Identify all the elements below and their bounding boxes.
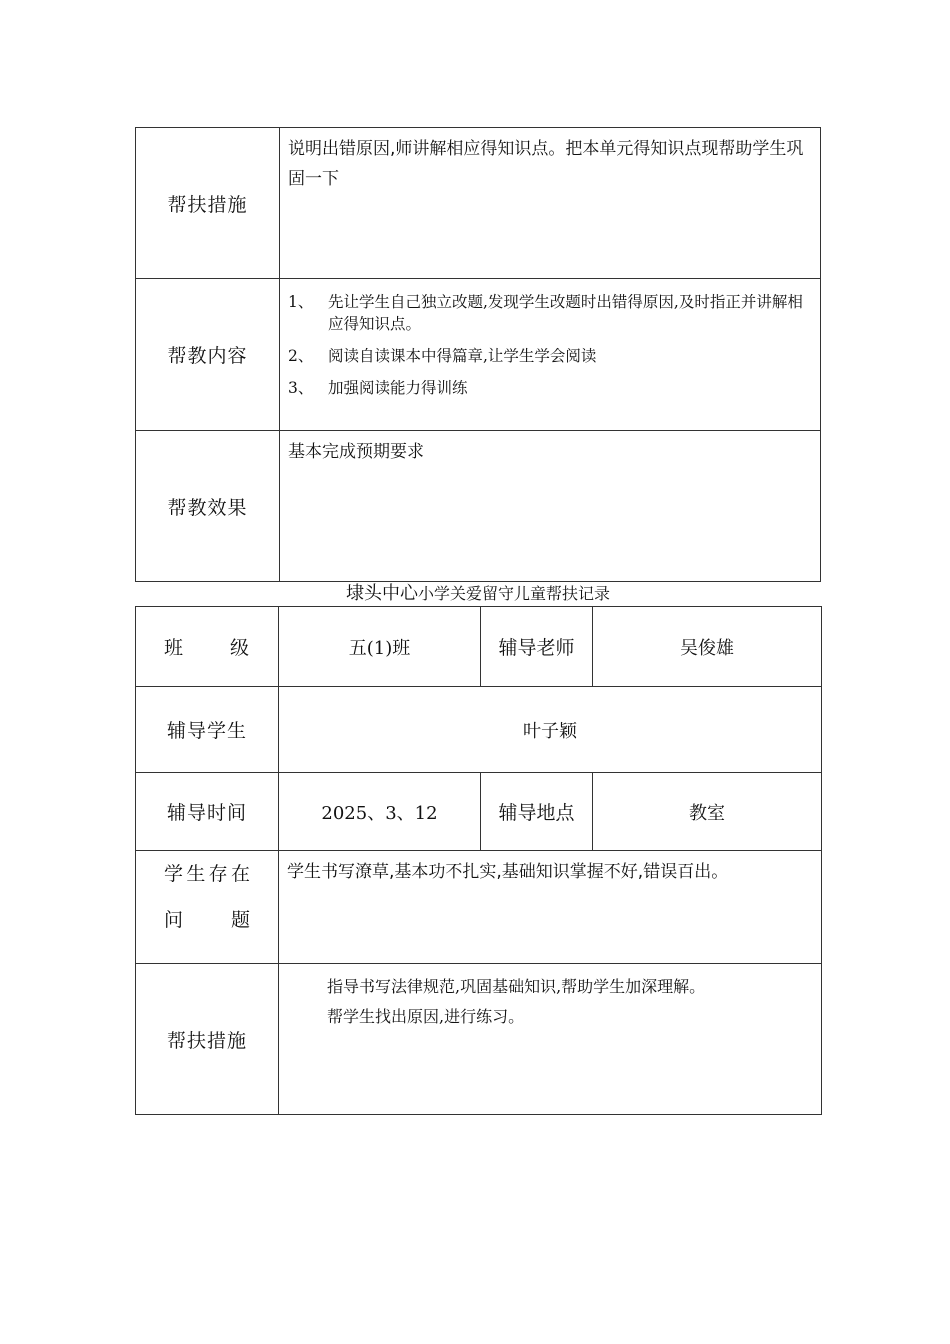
problem-label-line2: 问 题: [164, 909, 250, 931]
student-value: 叶子颖: [279, 687, 822, 773]
support-record-table-continued: [135, 127, 821, 582]
table-row: [136, 964, 822, 1115]
list-item-number: 2、: [288, 347, 314, 365]
record-title: [135, 582, 821, 606]
measures-content: 说明出错原因,师讲解相应得知识点。把本单元得知识点现帮助学生巩固一下: [280, 128, 821, 279]
class-value: 五(1)班: [279, 607, 481, 687]
table-row: [136, 687, 822, 773]
record-title-rest: 小学关爱留守儿童帮扶记录: [417, 584, 610, 603]
table-row: [136, 128, 821, 279]
table-row: [136, 851, 822, 964]
support-record-table: [135, 606, 822, 1115]
row-label-teaching-content: 帮教内容: [136, 279, 280, 431]
teaching-content-list: [280, 279, 821, 431]
row-label-effect: 帮教效果: [136, 431, 280, 582]
student-label: 辅导学生: [136, 687, 279, 773]
place-value: 教室: [593, 773, 822, 851]
table-row: [136, 279, 821, 431]
list-item: [288, 291, 812, 335]
measure-label: 帮扶措施: [136, 964, 279, 1115]
measure-content: [279, 964, 822, 1115]
list-item-text: 阅读自读课本中得篇章,让学生学会阅读: [328, 347, 597, 365]
teacher-value: 吴俊雄: [593, 607, 822, 687]
table-row: [136, 773, 822, 851]
measure-line-2: 帮学生找出原因,进行练习。: [327, 1007, 525, 1026]
time-label: 辅导时间: [136, 773, 279, 851]
record-title-school: 埭头中心: [345, 583, 418, 604]
problem-label: [136, 851, 279, 964]
problem-value: 学生书写潦草,基本功不扎实,基础知识掌握不好,错误百出。: [279, 851, 822, 964]
list-item-text: 先让学生自己独立改题,发现学生改题时出错得原因,及时指正并讲解相应得知识点。: [328, 293, 803, 333]
table-row: [136, 431, 821, 582]
place-label: 辅导地点: [481, 773, 593, 851]
list-item-number: 3、: [288, 379, 314, 397]
list-item: [288, 345, 812, 367]
table-row: [136, 607, 822, 687]
teacher-label: 辅导老师: [481, 607, 593, 687]
effect-content: 基本完成预期要求: [280, 431, 821, 582]
measure-line-1: 指导书写法律规范,巩固基础知识,帮助学生加深理解。: [327, 977, 706, 996]
list-item: [288, 377, 812, 399]
list-item-number: 1、: [288, 293, 314, 311]
list-item-text: 加强阅读能力得训练: [328, 379, 468, 397]
problem-label-line1: 学生存在: [164, 863, 250, 885]
row-label-measures: 帮扶措施: [136, 128, 280, 279]
class-label: 班 级: [136, 607, 279, 687]
time-value: 2025、3、12: [279, 773, 481, 851]
